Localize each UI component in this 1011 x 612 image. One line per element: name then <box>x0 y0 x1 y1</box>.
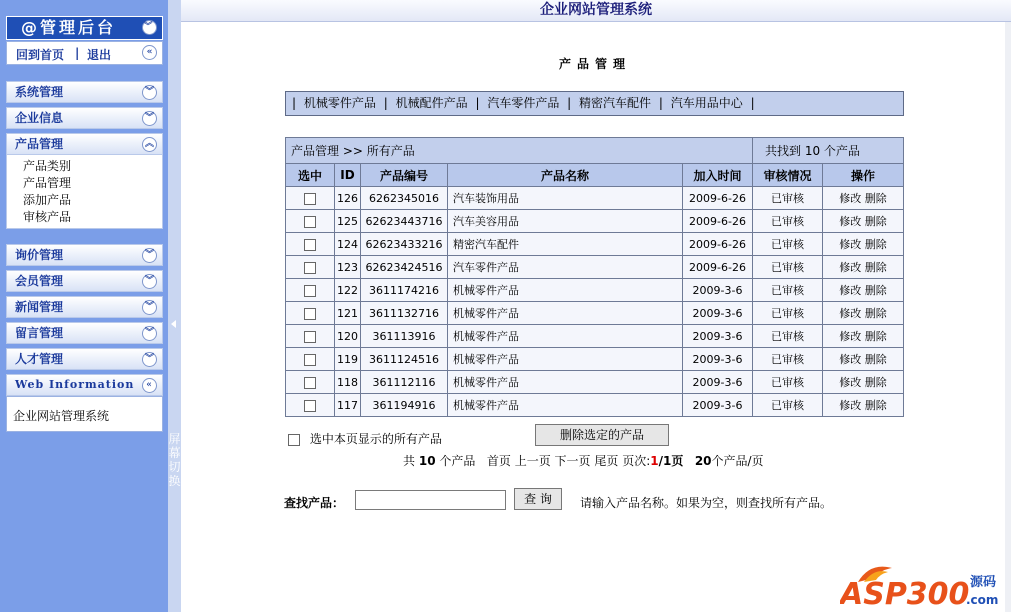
category-link[interactable]: 精密汽车配件 <box>579 96 652 110</box>
row-actions <box>823 394 904 417</box>
pager-total: 10 <box>418 454 436 468</box>
category-separator: | <box>567 96 572 110</box>
category-bar <box>285 91 904 116</box>
edit-link[interactable]: 修改 <box>839 353 862 366</box>
web-info-panel <box>6 396 163 432</box>
pager-current: 1 <box>650 454 659 468</box>
screen-toggle-label[interactable] <box>168 432 181 488</box>
category-separator: | <box>658 96 663 110</box>
row-code: 361113916 <box>361 325 448 348</box>
row-id: 118 <box>335 371 361 394</box>
row-name: 机械零件产品 <box>448 371 683 394</box>
row-code: 3611124516 <box>361 348 448 371</box>
submenu-item-manage[interactable]: 产品管理 <box>23 176 72 190</box>
row-id: 126 <box>335 187 361 210</box>
expand-icon[interactable]: ︾ <box>142 85 157 100</box>
web-info-text: 企业网站管理系统 <box>13 409 110 423</box>
sidebar-item-inquiry[interactable] <box>6 244 163 266</box>
row-actions <box>823 256 904 279</box>
delete-link[interactable]: 删除 <box>864 353 887 366</box>
sidebar-item-news[interactable] <box>6 296 163 318</box>
edit-link[interactable]: 修改 <box>839 284 862 297</box>
top-links <box>6 41 163 65</box>
row-code: 62623433216 <box>361 233 448 256</box>
edit-link[interactable]: 修改 <box>839 238 862 251</box>
product-submenu <box>6 155 163 229</box>
row-checkbox[interactable] <box>304 193 316 205</box>
row-select[interactable] <box>286 394 335 417</box>
row-checkbox[interactable] <box>304 308 316 320</box>
search-label: 查找产品： <box>284 496 345 510</box>
row-name: 机械零件产品 <box>448 325 683 348</box>
sidebar-item-label: 系统管理 <box>15 85 64 99</box>
row-id: 120 <box>335 325 361 348</box>
page-title: 产品管理 <box>558 57 631 71</box>
pager-last[interactable]: 尾页 <box>594 454 619 468</box>
sidebar-item-members[interactable] <box>6 270 163 292</box>
home-link[interactable]: 回到首页 <box>16 48 65 62</box>
edit-link[interactable]: 修改 <box>839 192 862 205</box>
sidebar-item-label: 新闻管理 <box>15 300 64 314</box>
sidebar-item-label: 产品管理 <box>15 137 64 151</box>
delete-link[interactable]: 删除 <box>864 238 887 251</box>
search-button[interactable]: 查 询 <box>514 488 562 510</box>
table-row <box>286 210 904 233</box>
row-actions <box>823 348 904 371</box>
col-actions: 操作 <box>823 164 904 187</box>
col-status: 审核情况 <box>753 164 823 187</box>
table-row <box>286 187 904 210</box>
row-date: 2009-3-6 <box>683 279 753 302</box>
product-table <box>285 137 904 417</box>
row-id: 119 <box>335 348 361 371</box>
row-checkbox[interactable] <box>304 354 316 366</box>
collapse-icon[interactable]: « <box>142 378 157 393</box>
select-all-checkbox[interactable] <box>288 434 300 446</box>
table-row <box>286 302 904 325</box>
table-row <box>286 371 904 394</box>
row-actions <box>823 233 904 256</box>
edit-link[interactable]: 修改 <box>839 215 862 228</box>
row-actions <box>823 187 904 210</box>
row-select[interactable] <box>286 256 335 279</box>
row-code: 3611132716 <box>361 302 448 325</box>
row-name: 机械零件产品 <box>448 302 683 325</box>
breadcrumb: 产品管理 >> 所有产品 <box>286 138 753 164</box>
row-select[interactable] <box>286 348 335 371</box>
select-all[interactable] <box>288 430 442 447</box>
row-status: 已审核 <box>753 325 823 348</box>
sidebar <box>0 0 168 612</box>
row-status: 已审核 <box>753 371 823 394</box>
row-date: 2009-6-26 <box>683 187 753 210</box>
sidebar-item-label: 留言管理 <box>15 326 64 340</box>
sidebar-item-messages[interactable] <box>6 322 163 344</box>
collapse-icon[interactable]: ︽ <box>142 137 157 152</box>
link-separator: | <box>75 46 80 60</box>
row-status: 已审核 <box>753 233 823 256</box>
row-date: 2009-6-26 <box>683 210 753 233</box>
row-checkbox[interactable] <box>304 377 316 389</box>
category-link[interactable]: 汽车用品中心 <box>670 96 743 110</box>
expand-icon[interactable]: ︾ <box>142 326 157 341</box>
row-status: 已审核 <box>753 256 823 279</box>
row-actions <box>823 210 904 233</box>
row-id: 123 <box>335 256 361 279</box>
pagination <box>403 452 764 469</box>
delete-link[interactable]: 删除 <box>864 261 887 274</box>
row-date: 2009-3-6 <box>683 302 753 325</box>
row-id: 122 <box>335 279 361 302</box>
edit-link[interactable]: 修改 <box>839 261 862 274</box>
pager-per-page: 20 <box>694 454 712 468</box>
asp300-logo <box>840 560 1005 608</box>
row-name: 机械零件产品 <box>448 279 683 302</box>
row-date: 2009-3-6 <box>683 371 753 394</box>
sidebar-item-label: 会员管理 <box>15 274 64 288</box>
row-name: 精密汽车配件 <box>448 233 683 256</box>
collapse-arrow-icon[interactable] <box>171 320 176 328</box>
expand-icon[interactable]: ︾ <box>142 300 157 315</box>
col-select: 选中 <box>286 164 335 187</box>
screen-toggle-bar[interactable] <box>168 0 181 612</box>
row-id: 121 <box>335 302 361 325</box>
row-checkbox[interactable] <box>304 216 316 228</box>
row-actions <box>823 302 904 325</box>
pager-per-page-suffix: 个产品/页 <box>711 454 764 468</box>
submenu-item-category[interactable]: 产品类别 <box>23 159 72 173</box>
row-name: 机械零件产品 <box>448 394 683 417</box>
row-name: 汽车美容用品 <box>448 210 683 233</box>
row-code: 361194916 <box>361 394 448 417</box>
row-status: 已审核 <box>753 279 823 302</box>
result-count: 共找到 10 个产品 <box>753 138 904 164</box>
sidebar-header-title: @管理后台 <box>21 18 117 37</box>
table-row <box>286 279 904 302</box>
table-row <box>286 256 904 279</box>
row-checkbox[interactable] <box>304 239 316 251</box>
edit-link[interactable]: 修改 <box>839 307 862 320</box>
select-all-label: 选中本页显示的所有产品 <box>309 432 442 446</box>
row-code: 62623443716 <box>361 210 448 233</box>
logo-text: ASP300 <box>840 577 970 608</box>
row-select[interactable] <box>286 210 335 233</box>
row-id: 124 <box>335 233 361 256</box>
row-select[interactable] <box>286 279 335 302</box>
row-status: 已审核 <box>753 187 823 210</box>
category-link[interactable]: 机械零件产品 <box>303 96 376 110</box>
search-input[interactable] <box>355 490 506 510</box>
pager-prev[interactable]: 上一页 <box>514 454 551 468</box>
col-name: 产品名称 <box>448 164 683 187</box>
table-row <box>286 348 904 371</box>
logo-graphic <box>840 560 1005 608</box>
row-name: 汽车零件产品 <box>448 256 683 279</box>
table-row <box>286 325 904 348</box>
row-status: 已审核 <box>753 302 823 325</box>
col-date: 加入时间 <box>683 164 753 187</box>
row-select[interactable] <box>286 302 335 325</box>
row-date: 2009-6-26 <box>683 233 753 256</box>
row-date: 2009-3-6 <box>683 325 753 348</box>
row-actions <box>823 371 904 394</box>
row-code: 6262345016 <box>361 187 448 210</box>
sidebar-item-products[interactable] <box>6 133 163 155</box>
pager-total-prefix: 共 <box>403 454 416 468</box>
row-checkbox[interactable] <box>304 262 316 274</box>
expand-icon[interactable]: ︾ <box>142 111 157 126</box>
table-row <box>286 394 904 417</box>
row-id: 117 <box>335 394 361 417</box>
row-name: 汽车装饰用品 <box>448 187 683 210</box>
sidebar-item-talent[interactable] <box>6 348 163 370</box>
row-name: 机械零件产品 <box>448 348 683 371</box>
row-select[interactable] <box>286 371 335 394</box>
table-row <box>286 233 904 256</box>
row-code: 3611174216 <box>361 279 448 302</box>
sidebar-header <box>6 16 163 40</box>
category-separator: | <box>292 96 297 110</box>
sidebar-item-label: Web Information <box>15 378 135 391</box>
category-link[interactable]: 机械配件产品 <box>395 96 468 110</box>
sidebar-item-label: 询价管理 <box>15 248 64 262</box>
delete-link[interactable]: 删除 <box>864 215 887 228</box>
col-code: 产品编号 <box>361 164 448 187</box>
app-title: 企业网站管理系统 <box>181 0 1011 22</box>
row-checkbox[interactable] <box>304 400 316 412</box>
sidebar-item-label: 人才管理 <box>15 352 64 366</box>
expand-icon[interactable]: ︾ <box>142 274 157 289</box>
row-date: 2009-3-6 <box>683 348 753 371</box>
expand-icon[interactable]: ︾ <box>142 248 157 263</box>
category-separator: | <box>750 96 755 110</box>
row-select[interactable] <box>286 325 335 348</box>
row-status: 已审核 <box>753 394 823 417</box>
expand-icon[interactable]: ︾ <box>142 352 157 367</box>
sidebar-item-system[interactable] <box>6 81 163 103</box>
row-status: 已审核 <box>753 348 823 371</box>
row-date: 2009-6-26 <box>683 256 753 279</box>
delete-link[interactable]: 删除 <box>864 307 887 320</box>
sidebar-item-web-info[interactable] <box>6 374 163 396</box>
pager-pages: /1页 <box>658 454 684 468</box>
category-separator: | <box>383 96 388 110</box>
row-checkbox[interactable] <box>304 331 316 343</box>
collapse-links-icon[interactable]: « <box>142 45 157 60</box>
scrollbar[interactable] <box>1005 22 1011 612</box>
pager-page-label: 页次: <box>622 454 651 468</box>
logo-domain: .com <box>966 593 999 607</box>
pager-total-suffix: 个产品 <box>439 454 476 468</box>
collapse-all-icon[interactable]: ︾ <box>142 20 157 35</box>
category-link[interactable]: 汽车零件产品 <box>487 96 560 110</box>
delete-link[interactable]: 删除 <box>864 399 887 412</box>
row-status: 已审核 <box>753 210 823 233</box>
search-hint: 请输入产品名称。如果为空，则查找所有产品。 <box>580 496 833 510</box>
submenu-item-review[interactable]: 审核产品 <box>23 210 72 224</box>
submenu-item-add[interactable]: 添加产品 <box>23 193 72 207</box>
row-actions <box>823 325 904 348</box>
pager-first[interactable]: 首页 <box>486 454 511 468</box>
edit-link[interactable]: 修改 <box>839 330 862 343</box>
row-select[interactable] <box>286 233 335 256</box>
row-checkbox[interactable] <box>304 285 316 297</box>
category-separator: | <box>475 96 480 110</box>
delete-link[interactable]: 删除 <box>864 376 887 389</box>
sidebar-item-label: 企业信息 <box>15 111 64 125</box>
row-code: 361112116 <box>361 371 448 394</box>
screen-toggle-text: 屏 幕 切 换 <box>168 432 181 488</box>
delete-selected-button[interactable]: 删除选定的产品 <box>535 424 669 446</box>
row-actions <box>823 279 904 302</box>
delete-link[interactable]: 删除 <box>864 192 887 205</box>
logo-suffix: 源码 <box>970 575 997 590</box>
logout-link[interactable]: 退出 <box>87 48 112 62</box>
row-code: 62623424516 <box>361 256 448 279</box>
pager-next[interactable]: 下一页 <box>554 454 591 468</box>
sidebar-item-company-info[interactable] <box>6 107 163 129</box>
row-select[interactable] <box>286 187 335 210</box>
row-id: 125 <box>335 210 361 233</box>
edit-link[interactable]: 修改 <box>839 376 862 389</box>
edit-link[interactable]: 修改 <box>839 399 862 412</box>
delete-link[interactable]: 删除 <box>864 330 887 343</box>
delete-link[interactable]: 删除 <box>864 284 887 297</box>
col-id: ID <box>335 164 361 187</box>
row-date: 2009-3-6 <box>683 394 753 417</box>
